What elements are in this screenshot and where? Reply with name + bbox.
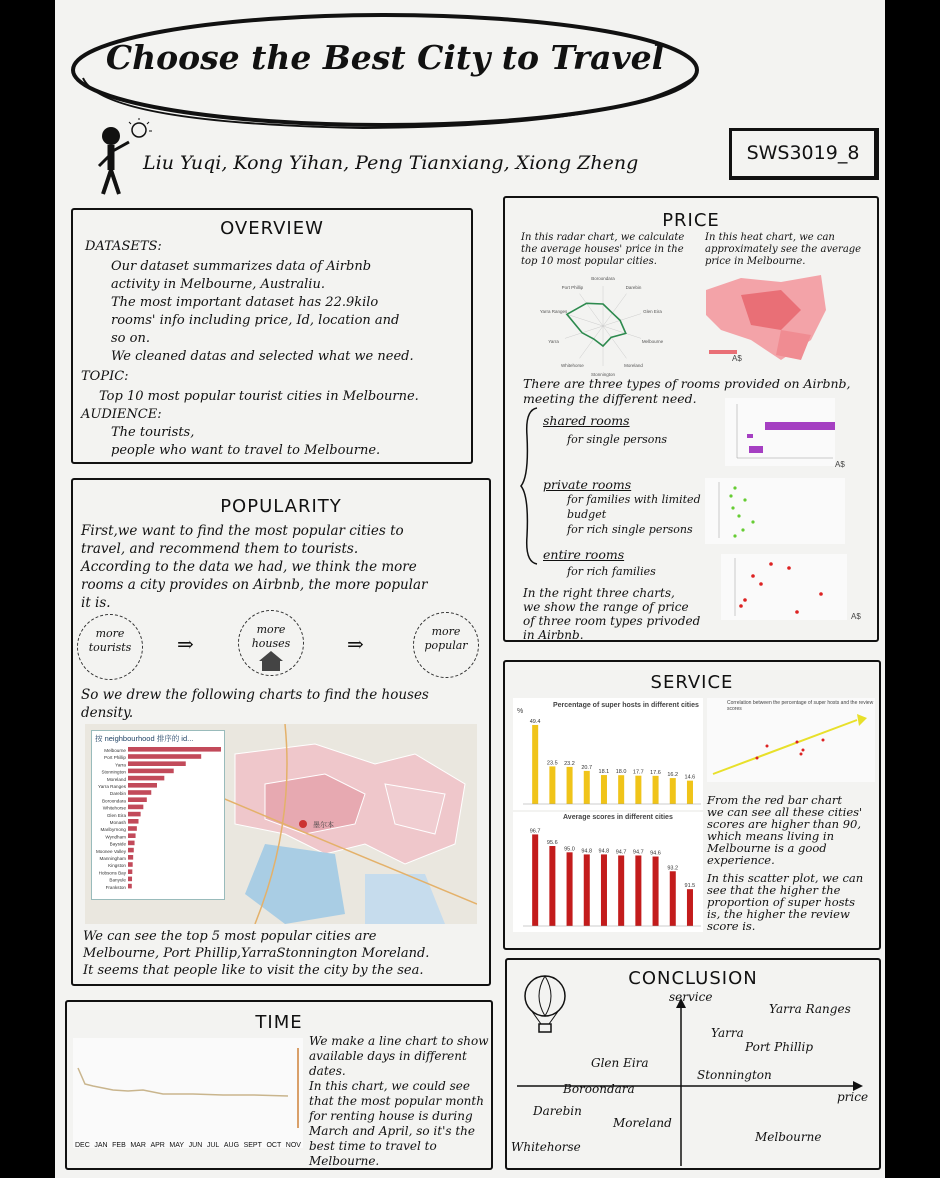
service-bar bbox=[549, 846, 555, 926]
city-bar bbox=[128, 797, 147, 802]
bar-city-label: Port Phillip bbox=[104, 755, 126, 761]
service-bar bbox=[549, 766, 555, 804]
city-yarra-ranges: Yarra Ranges bbox=[769, 1002, 851, 1016]
entire-price-chart bbox=[721, 554, 847, 620]
chart-intro: So we drew the following charts to find the houses density. bbox=[81, 687, 429, 721]
authors: Liu Yuqi, Kong Yihan, Peng Tianxiang, Xiong Zheng bbox=[143, 152, 639, 174]
bar2-title: Average scores in different cities bbox=[563, 814, 673, 821]
correlation-scatter bbox=[707, 698, 875, 782]
radar-label: Boroondara bbox=[591, 276, 615, 281]
service-bar-value: 49.4 bbox=[529, 718, 541, 725]
bubble-popular: more popular bbox=[413, 612, 479, 678]
bar-city-label: Manningham bbox=[99, 856, 126, 861]
service-panel bbox=[503, 660, 881, 950]
city-bar bbox=[128, 776, 164, 781]
bar-city-label: Yarra bbox=[115, 762, 126, 768]
radar-series bbox=[567, 303, 626, 346]
service-bar-value: 96.7 bbox=[529, 828, 541, 835]
service-text-2: In this scatter plot, we can see that the higher the proportion of super hosts is, the higher the review score is. bbox=[707, 871, 864, 933]
city-bar bbox=[128, 833, 136, 838]
radar-spoke bbox=[565, 326, 603, 338]
month-label: JAN bbox=[94, 1142, 108, 1149]
bar-city-label: Wyndham bbox=[105, 834, 126, 840]
city-bar bbox=[128, 819, 139, 824]
service-bar bbox=[618, 775, 624, 804]
service-bar bbox=[567, 852, 573, 926]
poster bbox=[55, 0, 885, 1178]
popularity-heading: POPULARITY bbox=[220, 496, 342, 517]
arrow-icon: ⇒ bbox=[177, 632, 194, 656]
city-bar bbox=[128, 855, 133, 860]
city-yarra: Yarra bbox=[711, 1026, 744, 1040]
service-bar-value: 91.5 bbox=[684, 883, 696, 890]
map-city-label: 墨尔本 bbox=[313, 822, 334, 829]
month-label: JUN bbox=[188, 1142, 203, 1149]
datasets-label: DATASETS: bbox=[85, 239, 162, 254]
radar-spoke bbox=[579, 294, 603, 326]
service-bar-value: 94.8 bbox=[581, 848, 593, 855]
service-bar-value: 14.6 bbox=[684, 774, 696, 781]
bubble-houses: more houses bbox=[238, 610, 304, 676]
service-bar-value: 23.5 bbox=[546, 760, 558, 767]
bar1-title: Percentage of super hosts in different cities bbox=[553, 702, 699, 709]
bar-city-label: Melbourne bbox=[104, 748, 126, 753]
brace-icon bbox=[519, 406, 541, 566]
bar-city-label: Yarra Ranges bbox=[97, 784, 126, 789]
service-bar bbox=[635, 855, 641, 926]
radar-label: Stonnington bbox=[590, 372, 616, 377]
month-label: DEC bbox=[75, 1142, 90, 1149]
bubble-tourists: more tourists bbox=[77, 614, 143, 680]
service-bar-value: 94.7 bbox=[615, 849, 627, 856]
shared-desc: for single persons bbox=[567, 433, 668, 446]
service-bar bbox=[618, 855, 624, 926]
radar-label: Port Phillip bbox=[561, 285, 584, 291]
overview-panel bbox=[71, 208, 473, 464]
radar-label: Melbourne bbox=[641, 338, 664, 344]
service-bar-value: 95.0 bbox=[564, 846, 575, 853]
service-text-1: From the red bar chart we can see all these cities' scores are higher than 90, which means living in Melbourne is a good experience. bbox=[707, 793, 863, 867]
radar-label: Yarra Ranges bbox=[539, 309, 568, 315]
radar-spoke bbox=[579, 326, 603, 358]
city-bar bbox=[128, 761, 186, 766]
overview-heading: OVERVIEW bbox=[220, 218, 324, 239]
city-bar bbox=[128, 747, 221, 752]
city-glen-eira: Glen Eira bbox=[591, 1056, 649, 1070]
axis-price: price bbox=[837, 1090, 869, 1104]
entire-title: entire rooms bbox=[543, 547, 625, 562]
service-bar bbox=[653, 857, 659, 926]
bar-city-label: Whitehorse bbox=[102, 805, 126, 811]
month-label: NOV bbox=[285, 1142, 301, 1149]
bar-city-label: Banyule bbox=[109, 877, 126, 883]
service-bar-value: 23.2 bbox=[564, 760, 575, 767]
month-label: SEPT bbox=[243, 1142, 262, 1149]
city-bar bbox=[128, 790, 151, 795]
bar-city-label: Glen Eira bbox=[106, 812, 126, 818]
poster-title: Choose the Best City to Travel bbox=[105, 38, 665, 77]
service-bar bbox=[601, 775, 607, 804]
radar-label: Darebin bbox=[625, 285, 642, 291]
shared-unit: A$ bbox=[835, 460, 845, 469]
heat-map bbox=[701, 270, 831, 370]
topic-label: TOPIC: bbox=[81, 369, 129, 384]
radar-label: Glen Eira bbox=[643, 309, 662, 315]
score-bar-chart bbox=[513, 812, 703, 932]
service-bar bbox=[670, 871, 676, 926]
heat-unit: A$ bbox=[732, 354, 742, 363]
shared-price-chart bbox=[725, 398, 835, 466]
city-bar bbox=[128, 754, 201, 759]
bar-city-label: Hobsons Bay bbox=[98, 870, 126, 876]
popularity-intro: First,we want to find the most popular cities to travel, and recommend them to tourists. According to the data we had, we think the more rooms a city provides on Airbnb, the more popular it is. bbox=[81, 523, 428, 611]
city-melbourne: Melbourne bbox=[755, 1130, 822, 1144]
city-bar bbox=[128, 783, 157, 788]
service-bar-value: 20.7 bbox=[581, 764, 593, 771]
bar-city-label: Moreland bbox=[106, 776, 126, 782]
service-bar-value: 94.7 bbox=[632, 849, 644, 856]
bar-city-label: Monash bbox=[109, 820, 126, 825]
service-bar-value: 17.6 bbox=[650, 769, 661, 776]
service-bar-value: 16.2 bbox=[667, 772, 679, 779]
service-bar-value: 94.6 bbox=[650, 850, 661, 857]
city-stonnington: Stonnington bbox=[697, 1068, 772, 1082]
house-icon bbox=[258, 650, 284, 672]
project-code: SWS3019_8 bbox=[729, 128, 879, 180]
city-bar bbox=[128, 805, 143, 810]
range-text: In the right three charts, we show the range of price of three room types privoded in Airbnb. bbox=[523, 586, 701, 642]
month-label: FEB bbox=[112, 1142, 126, 1149]
entire-unit: A$ bbox=[851, 612, 861, 621]
time-heading: TIME bbox=[255, 1012, 303, 1033]
conclusion-panel bbox=[505, 958, 881, 1170]
bar-city-label: Kingston bbox=[108, 863, 126, 869]
types-intro: There are three types of rooms provided on Airbnb, meeting the different need. bbox=[523, 376, 851, 406]
service-bar-value: 17.7 bbox=[632, 769, 644, 776]
radar-chart bbox=[525, 270, 685, 380]
arrow-icon: ⇒ bbox=[347, 632, 364, 656]
entire-desc: for rich families bbox=[567, 565, 656, 578]
time-line-chart bbox=[73, 1038, 303, 1148]
radar-text: In this radar chart, we calculate the average houses' price in the top 10 most popular cities. bbox=[521, 232, 685, 267]
service-bar-value: 93.2 bbox=[667, 865, 679, 872]
city-boroondara: Boroondara bbox=[563, 1082, 635, 1096]
service-bar bbox=[532, 725, 538, 804]
city-port-phillip: Port Phillip bbox=[745, 1040, 814, 1054]
radar-label: Whitehorse bbox=[561, 362, 584, 368]
private-desc: for families with limited budget for rich single persons bbox=[567, 493, 701, 536]
bar-city-label: Bayside bbox=[109, 841, 126, 847]
city-bar bbox=[128, 812, 141, 817]
month-label: OCT bbox=[266, 1142, 282, 1149]
price-heading: PRICE bbox=[662, 210, 720, 231]
service-bar bbox=[653, 776, 659, 804]
axis-service: service bbox=[669, 990, 713, 1004]
radar-label: Yarra bbox=[548, 338, 559, 344]
radar-label: Moreland bbox=[624, 362, 643, 368]
city-bar bbox=[128, 769, 174, 774]
radar-spoke bbox=[603, 326, 641, 338]
topic-text: Top 10 most popular tourist cities in Melbourne. bbox=[99, 389, 419, 404]
city-darebin: Darebin bbox=[533, 1104, 582, 1118]
shared-title: shared rooms bbox=[543, 413, 630, 428]
city-bar bbox=[128, 862, 133, 867]
bar-city-label: Moonee Valley bbox=[95, 848, 126, 854]
service-bar-value: 94.8 bbox=[598, 848, 610, 855]
city-bar bbox=[128, 841, 135, 846]
conclusion-heading: CONCLUSION bbox=[628, 968, 758, 989]
time-months bbox=[75, 1142, 301, 1149]
month-label: AUG bbox=[223, 1142, 240, 1149]
bar-city-label: Maribyrnong bbox=[100, 827, 126, 833]
service-bar bbox=[687, 889, 693, 926]
city-moreland: Moreland bbox=[613, 1116, 672, 1130]
service-heading: SERVICE bbox=[650, 672, 734, 693]
service-bar bbox=[567, 767, 573, 804]
city-bar-chart bbox=[91, 730, 225, 900]
city-whitehorse: Whitehorse bbox=[511, 1140, 581, 1154]
time-text: We make a line chart to show available days in different dates. In this chart, we could see that the most popular month for renting house is during March and April, so it's the best time to travel to Melbourne. bbox=[309, 1034, 489, 1168]
month-label: APR bbox=[150, 1142, 165, 1149]
service-bar bbox=[670, 778, 676, 804]
city-bar bbox=[128, 884, 132, 889]
bar-city-label: Frankston bbox=[105, 884, 126, 890]
popularity-conclusion: We can see the top 5 most popular cities are Melbourne, Port Phillip,YarraStonnington Moreland. It seems that people like to visit the city by the sea. bbox=[83, 929, 430, 978]
month-label: MAR bbox=[130, 1142, 146, 1149]
bar-chart-title: 按 neighbourhood 排序的 id... bbox=[95, 734, 194, 743]
bar-city-label: Stonnington bbox=[101, 769, 126, 775]
service-bar-value: 95.6 bbox=[546, 840, 558, 846]
city-bar bbox=[128, 869, 132, 874]
bar1-axis: % bbox=[517, 708, 524, 715]
service-bar bbox=[584, 771, 590, 804]
city-bar bbox=[128, 848, 134, 853]
scatter-title: Correlation between the percentage of super hosts and the review scores bbox=[727, 700, 874, 712]
popularity-panel bbox=[71, 478, 491, 986]
datasets-text: Our dataset summarizes data of Airbnb activity in Melbourne, Australiu. The most important dataset has 22.9kilo rooms' info including price, Id, location and so on. We cleaned datas and selected what we need. bbox=[111, 259, 414, 364]
service-bar-value: 18.0 bbox=[615, 769, 627, 776]
service-bar bbox=[584, 854, 590, 926]
service-bar bbox=[687, 781, 693, 804]
service-bar-value: 18.1 bbox=[598, 769, 610, 776]
audience-text: The tourists, people who want to travel to Melbourne. bbox=[111, 425, 381, 458]
bar-city-label: Darebin bbox=[109, 791, 126, 797]
month-label: MAY bbox=[169, 1142, 185, 1149]
city-bar bbox=[128, 877, 132, 882]
month-label: JUL bbox=[206, 1142, 220, 1149]
heat-text: In this heat chart, we can approximately see the average price in Melbourne. bbox=[705, 232, 862, 267]
city-bar bbox=[128, 826, 137, 831]
service-bar bbox=[601, 854, 607, 926]
price-panel bbox=[503, 196, 879, 642]
private-title: private rooms bbox=[543, 477, 632, 492]
time-panel bbox=[65, 1000, 493, 1170]
audience-label: AUDIENCE: bbox=[81, 407, 162, 422]
service-bar bbox=[532, 834, 538, 926]
superhost-bar-chart bbox=[513, 698, 703, 810]
radar-spoke bbox=[603, 294, 627, 326]
private-price-chart bbox=[705, 478, 845, 544]
service-bar bbox=[635, 776, 641, 804]
bar-city-label: Boroondara bbox=[101, 798, 126, 804]
